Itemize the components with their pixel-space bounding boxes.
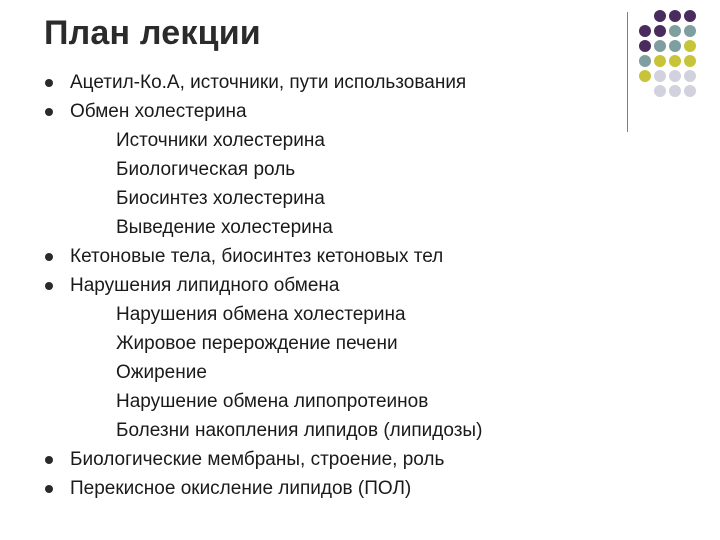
decorative-dot [654, 25, 666, 37]
list-item: Биологические мембраны, строение, роль [70, 449, 445, 470]
list-subitem: Жировое перерождение печени [116, 333, 398, 354]
bullet-dot [45, 485, 53, 493]
decorative-dot [684, 85, 696, 97]
bullet-dot [45, 79, 53, 87]
decorative-dot [669, 70, 681, 82]
decorative-dot [669, 55, 681, 67]
decorative-dot [684, 70, 696, 82]
list-subitem: Ожирение [116, 362, 207, 383]
decorative-dot [639, 55, 651, 67]
list-item: Обмен холестерина [70, 101, 247, 122]
bullet-dot [45, 108, 53, 116]
bullet-dot [45, 253, 53, 261]
decorative-dot [654, 40, 666, 52]
decorative-dot [639, 70, 651, 82]
vertical-divider [627, 12, 628, 132]
bullet-dot [45, 456, 53, 464]
list-item: Кетоновые тела, биосинтез кетоновых тел [70, 246, 444, 267]
decorative-dot [684, 55, 696, 67]
list-item: Перекисное окисление липидов (ПОЛ) [70, 478, 412, 499]
list-subitem: Биологическая роль [116, 159, 296, 180]
decorative-dot [654, 10, 666, 22]
bullet-dot [45, 282, 53, 290]
list-subitem: Выведение холестерина [116, 217, 333, 238]
list-subitem: Болезни накопления липидов (липидозы) [116, 420, 483, 441]
decorative-dot [684, 40, 696, 52]
list-subitem: Нарушение обмена липопротеинов [116, 391, 429, 412]
decorative-dot-grid [639, 10, 719, 120]
decorative-dot [669, 10, 681, 22]
decorative-dot [684, 25, 696, 37]
decorative-dot [669, 40, 681, 52]
decorative-dot [684, 10, 696, 22]
decorative-dot [639, 40, 651, 52]
list-subitem: Нарушения обмена холестерина [116, 304, 406, 325]
list-item: Нарушения липидного обмена [70, 275, 340, 296]
list-subitem: Биосинтез холестерина [116, 188, 325, 209]
decorative-dot [654, 55, 666, 67]
decorative-dot [669, 85, 681, 97]
decorative-dot [654, 85, 666, 97]
slide-title: План лекции [44, 14, 261, 52]
list-subitem: Источники холестерина [116, 130, 325, 151]
decorative-dot [654, 70, 666, 82]
decorative-dot [669, 25, 681, 37]
list-item: Ацетил-Ко.А, источники, пути использования [70, 72, 467, 93]
decorative-dot [639, 25, 651, 37]
